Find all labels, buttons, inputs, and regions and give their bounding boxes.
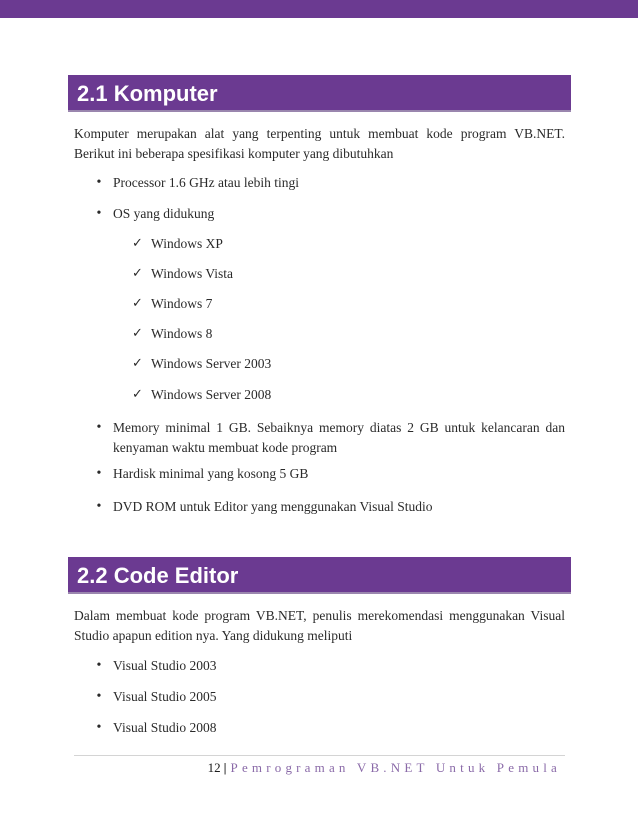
top-decor-bar: [0, 0, 638, 18]
section-heading-komputer: 2.1 Komputer: [68, 75, 571, 112]
page-footer: [74, 760, 561, 776]
list-item-text: Memory minimal 1 GB. Sebaiknya memory diatas 2 GB untuk kelancaran dan kenyaman waktu membuat kode program: [113, 420, 565, 455]
section-intro-code-editor: Dalam membuat kode program VB.NET, penulis merekomendasi menggunakan Visual Studio apapun edition nya. Yang didukung meliputi: [74, 608, 565, 643]
page-number: 12: [207, 760, 221, 775]
checkmark-icon: ✓: [132, 387, 143, 402]
checkmark-icon: ✓: [132, 356, 143, 371]
os-list-item: [132, 385, 552, 405]
list-item: [94, 418, 565, 457]
section-intro-komputer: Komputer merupakan alat yang terpenting untuk membuat kode program VB.NET. Berikut ini beberapa spesifikasi komputer yang dibutuhkan: [74, 126, 565, 161]
list-item: [94, 656, 565, 676]
list-item-text: Visual Studio 2005: [113, 689, 217, 704]
bullet-icon: •: [96, 720, 102, 735]
section-heading-code-editor: 2.2 Code Editor: [68, 557, 571, 594]
list-item: [94, 464, 565, 484]
bullet-icon: •: [96, 499, 102, 514]
list-item: [94, 687, 565, 707]
list-item-text: Hardisk minimal yang kosong 5 GB: [113, 466, 309, 481]
bullet-icon: •: [96, 420, 102, 435]
os-name: Windows Server 2003: [151, 356, 272, 371]
list-item-text: Processor 1.6 GHz atau lebih tingi: [113, 175, 299, 190]
checkmark-icon: ✓: [132, 266, 143, 281]
os-name: Windows XP: [151, 236, 223, 251]
os-list-item: [132, 264, 552, 284]
bullet-icon: •: [96, 206, 102, 221]
os-name: Windows Vista: [151, 266, 234, 281]
checkmark-icon: ✓: [132, 296, 143, 311]
os-list-item: [132, 354, 552, 374]
os-list-item: [132, 324, 552, 344]
list-item-text: OS yang didukung: [113, 206, 215, 221]
list-item: [94, 204, 565, 224]
footer-divider: [74, 755, 565, 756]
os-name: Windows 7: [151, 296, 213, 311]
list-item: [94, 497, 565, 517]
os-name: Windows Server 2008: [151, 387, 272, 402]
checkmark-icon: ✓: [132, 326, 143, 341]
os-name: Windows 8: [151, 326, 213, 341]
os-list-item: [132, 294, 552, 314]
bullet-icon: •: [96, 689, 102, 704]
list-item: [94, 718, 565, 738]
list-item-text: Visual Studio 2008: [113, 720, 217, 735]
bullet-icon: •: [96, 658, 102, 673]
os-list-item: [132, 234, 552, 254]
list-item-text: Visual Studio 2003: [113, 658, 217, 673]
checkmark-icon: ✓: [132, 236, 143, 251]
bullet-icon: •: [96, 466, 102, 481]
list-item-text: DVD ROM untuk Editor yang menggunakan Visual Studio: [113, 499, 433, 514]
footer-book-title: Pemrograman VB.NET Untuk Pemula: [230, 760, 561, 775]
bullet-icon: •: [96, 175, 102, 190]
list-item: [94, 173, 565, 193]
footer-separator: |: [223, 760, 227, 775]
